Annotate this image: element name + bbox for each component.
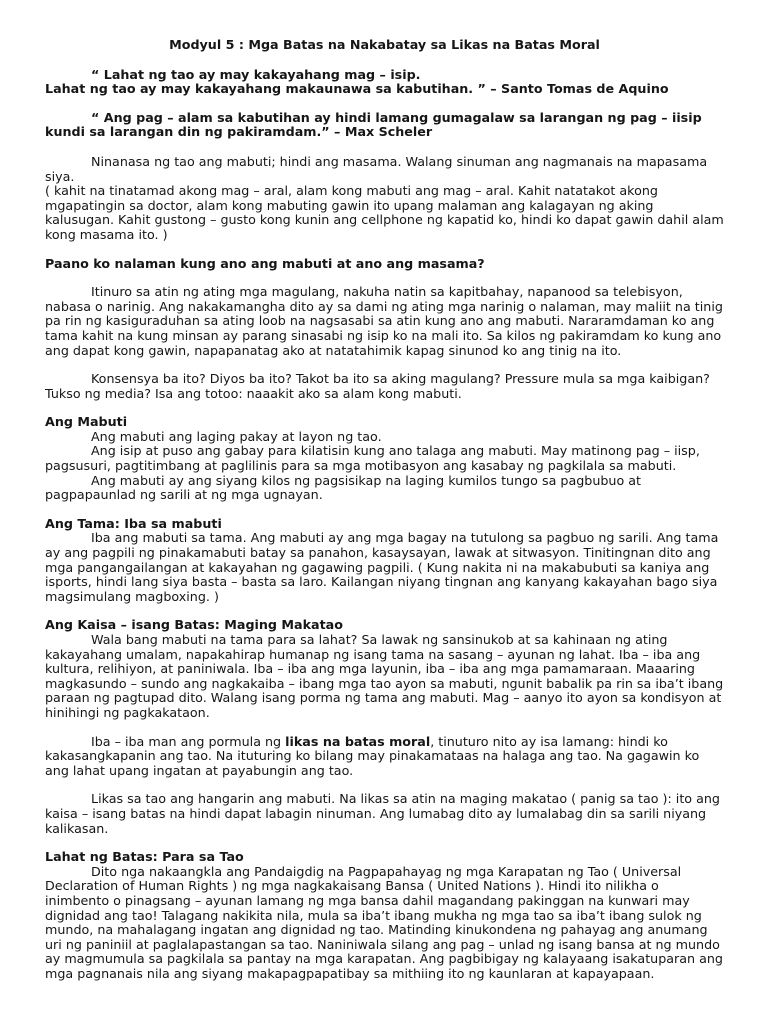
quote-aquino-line-1: “ Lahat ng tao ay may kakayahang mag – isip.	[91, 66, 421, 82]
mabuti-line-1: Ang mabuti ang laging pakay at layon ng tao.	[91, 428, 382, 444]
kaisa-paragraph-1: Wala bang mabuti na tama para sa lahat? Sa lawak ng sansinukob at sa kahinaan ng ating kakayahang umalam, napakahirap humanap ng isang tama na sasang – ayunan ng lahat. Iba – iba ang kultura, relihiyon, at paniniwala. Iba – iba ang mga layunin, iba – iba ang mga pamamaraan. Maaaring magkasundo – sundo ang nagkakaiba – ibang mga tao ayon sa mabuti, ngunit babalik pa rin sa iba’t ibang paraan ng pagtupad dito. Walang isang porma ng tama ang mabuti. Mag – aanyo ito ayon sa kondisyon at hinihingi ng pagkakataon.	[45, 632, 724, 720]
intro-paragraph-2: ( kahit na tinatamad akong mag – aral, alam kong mabuti ang mag – aral. Kahit natatakot akong mgapatingin sa doctor, alam kong mabuting gawin ito upang malaman ang kalagayan ng aking kalusugan. Kahit gustong – gusto kong kunin ang cellphone ng kapatid ko, hindi ko dapat gawin dahil alam kong masama ito. )	[45, 183, 724, 242]
quote-aquino-line-2: Lahat ng tao ay may kakayahang makaunawa sa kabutihan. ” – Santo Tomas de Aquino	[45, 81, 669, 97]
tama-paragraph: Iba ang mabuti sa tama. Ang mabuti ay ang mga bagay na tutulong sa pagbuo ng sarili. Ang tama ay ang pagpili ng pinakamabuti batay sa panahon, kasaysayan, lawak at sitwasyon. Tinitingnan dito ang mga pangangailangan at kakayahan ng gagawing pagpili. ( Kung nakita ni na makabubuti sa kaniya ang isports, hindi lang siya basta – basta sa laro. Kailangan niyang tingnan ang kanyang kakayahan bago siya magsimulang magboxing. )	[45, 530, 719, 604]
tama-section	[45, 517, 724, 605]
batas-paragraph: Dito nga nakaangkla ang Pandaigdig na Pagpapahayag ng mga Karapatan ng Tao ( Universal Declaration of Human Rights ) ng mga nagkakaisang Bansa ( United Nations ). Hindi ito nilikha o inimbento o pinagsang – ayunan lamang ng mga bansa dahil magandang pakinggan na kunwari may dignidad ang tao! Talagang nakikita nila, mula sa iba’t ibang mukha ng mga tao sa iba’t ibang sulok ng mundo, na mahalagang ingatan ang dignidad ng tao. Matinding kinukondena ng pahayag ang anumang uri ng paniniil at paglalapastangan sa tao. Naniniwala silang ang pag – unlad ng isang bansa at ng mundo ay magmumula sa pagkilala sa pantay na mga karapatan. Ang pagbibigay ng kalayaang isakatuparan ang mga pagnanais nila ang siyang makapagpapatibay sa mithiing ito ng kaunlaran at kapayapaan.	[45, 863, 723, 981]
kaisa-paragraph-2-start: Iba – iba man ang pormula ng	[91, 733, 286, 749]
quote-scheler-text: “ Ang pag – alam sa kabutihan ay hindi lamang gumagalaw sa larangan ng pag – iisip kundi sa larangan din ng pakiramdam.” – Max Scheler	[45, 109, 702, 140]
question-paragraph-2: Konsensya ba ito? Diyos ba ito? Takot ba ito sa aking magulang? Pressure mula sa mga kaibigan? Tukso ng media? Isa ang totoo: naaakit ako sa alam kong mabuti.	[45, 371, 710, 401]
intro-paragraph-1: Ninanasa ng tao ang mabuti; hindi ang masama. Walang sinuman ang nagmanais na mapasama siya.	[45, 153, 708, 184]
kaisa-paragraph-3: Likas sa tao ang hangarin ang mabuti. Na likas sa atin na maging makatao ( panig sa tao ): ito ang kaisa – isang batas na hindi dapat labagin ninuman. Ang lumabag dito ay lumalabag din sa sarili niyang kalikasan.	[45, 791, 720, 836]
question-heading: Paano ko nalaman kung ano ang mabuti at ano ang masama?	[45, 255, 485, 271]
document-title: Modyul 5 : Mga Batas na Nakabatay sa Likas na Batas Moral	[169, 37, 600, 52]
quote-scheler	[45, 111, 724, 140]
tama-heading: Ang Tama: Iba sa mabuti	[45, 515, 222, 531]
kaisa-section	[45, 618, 724, 836]
kaisa-paragraph-2-end: , tinuturo nito ay isa lamang: hindi ko kakasangkapanin ang tao. Na ituturing ko bilang may pinakamataas na halaga ang tao. Na gagawin ko ang lahat upang ingatan at payabungin ang tao.	[45, 733, 700, 778]
mabuti-section	[45, 415, 724, 503]
mabuti-heading: Ang Mabuti	[45, 414, 128, 430]
mabuti-line-2: Ang isip at puso ang gabay para kilatisin kung ano talaga ang mabuti. May matinong pag – iisp, pagsusuri, pagtitimbang at paglilinis para sa mga motibasyon ang kasabay ng pagkilala sa mabuti.	[45, 443, 700, 474]
likas-na-batas-moral-term: likas na batas moral	[285, 733, 431, 749]
batas-section	[45, 850, 724, 981]
intro-section	[45, 155, 724, 243]
question-section	[45, 257, 724, 402]
question-paragraph-1: Itinuro sa atin ng ating mga magulang, nakuha natin sa kapitbahay, napanood sa telebisyon, nabasa o narinig. Ang nakakamangha dito ay sa dami ng ating mga narinig o nalaman, may maliit na tinig pa rin ng kasiguraduhan sa ating loob na nagsasabi sa atin kung ano ang mabuti. Nararamdaman ko ang tama kahit na kung minsan ay parang sinasabi ng isip ko na mali ito. Sa kilos ng pakiramdam ko kung ano ang dapat kong gawin, napapanatag ako at natatahimik kapag sinunod ko ang tinig na ito.	[45, 284, 723, 358]
kaisa-heading: Ang Kaisa – isang Batas: Maging Makatao	[45, 617, 343, 633]
kaisa-paragraph-2	[45, 735, 724, 779]
quote-aquino	[45, 68, 724, 97]
mabuti-line-3: Ang mabuti ay ang siyang kilos ng pagsisikap na laging kumilos tungo sa pagbubuo at pagpapaunlad ng sarili at ng mga ugnayan.	[45, 472, 642, 503]
batas-heading: Lahat ng Batas: Para sa Tao	[45, 849, 244, 865]
